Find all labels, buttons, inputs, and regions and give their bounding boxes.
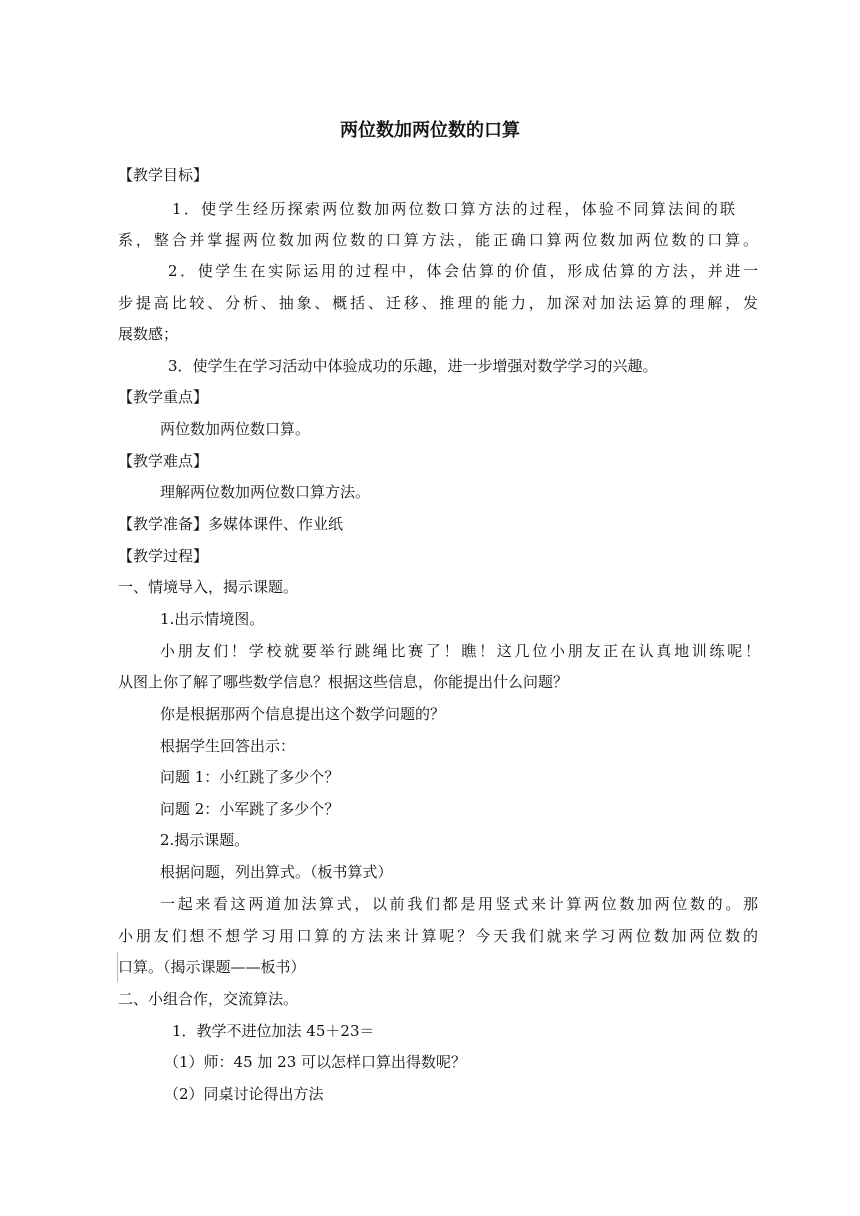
section-heading-difficulty: 【教学难点】 xyxy=(118,452,209,470)
paragraph-line: 1.出示情境图。 xyxy=(160,610,265,628)
paragraph-line: 1．教学不进位加法 45＋23＝ xyxy=(172,1022,375,1040)
paragraph-line: 根据问题，列出算式。（板书算式） xyxy=(160,863,393,881)
paragraph-line: 口算。（揭示课题——板书） xyxy=(118,958,306,976)
paragraph-line: （2）同桌讨论得出方法 xyxy=(164,1085,324,1103)
paragraph-line: 你是根据那两个信息提出这个数学问题的？ xyxy=(160,705,446,723)
paragraph-line: 问题 1：小红跳了多少个？ xyxy=(160,768,340,786)
subsection-heading: 二、小组合作，交流算法。 xyxy=(118,990,299,1008)
paragraph-line: 问题 2：小军跳了多少个？ xyxy=(160,800,340,818)
paragraph-line: 1．使学生经历探索两位数加两位数口算方法的过程，体验不同算法间的联 xyxy=(172,200,735,218)
section-heading-key-point: 【教学重点】 xyxy=(118,388,209,406)
paragraph-line: 两位数加两位数口算。 xyxy=(160,420,311,438)
section-heading-process: 【教学过程】 xyxy=(118,547,209,565)
paragraph-line: 2．使学生在实际运用的过程中，体会估算的价值，形成估算的方法，并进一 xyxy=(168,262,758,280)
document-title: 两位数加两位数的口算 xyxy=(340,120,520,141)
paragraph-line: 一起来看这两道加法算式，以前我们都是用竖式来计算两位数加两位数的。那 xyxy=(160,895,758,913)
paragraph-line: 步提高比较、分析、抽象、概括、迁移、推理的能力，加深对加法运算的理解，发 xyxy=(118,294,758,312)
paragraph-line: 理解两位数加两位数口算方法。 xyxy=(160,483,371,501)
paragraph-line: 根据学生回答出示： xyxy=(160,737,296,755)
section-heading-preparation: 【教学准备】多媒体课件、作业纸 xyxy=(118,515,344,533)
paragraph-line: 3．使学生在学习活动中体验成功的乐趣，进一步增强对数学学习的兴趣。 xyxy=(168,357,658,375)
subsection-heading: 一、情境导入，揭示课题。 xyxy=(118,578,299,596)
paragraph-line: 展数感； xyxy=(118,325,179,343)
paragraph-line: 系，整合并掌握两位数加两位数的口算方法，能正确口算两位数加两位数的口算。 xyxy=(118,231,758,249)
section-heading-objectives: 【教学目标】 xyxy=(118,166,209,184)
paragraph-line: 2.揭示课题。 xyxy=(160,831,250,849)
paragraph-line: 小朋友们！学校就要举行跳绳比赛了！瞧！这几位小朋友正在认真地训练呢！ xyxy=(160,642,760,660)
paragraph-line: （1）师：45 加 23 可以怎样口算出得数呢？ xyxy=(164,1053,467,1071)
paragraph-line: 小朋友们想不想学习用口算的方法来计算呢？今天我们就来学习两位数加两位数的 xyxy=(118,927,758,945)
paragraph-line: 从图上你了解了哪些数学信息？根据这些信息，你能提出什么问题？ xyxy=(118,673,569,691)
